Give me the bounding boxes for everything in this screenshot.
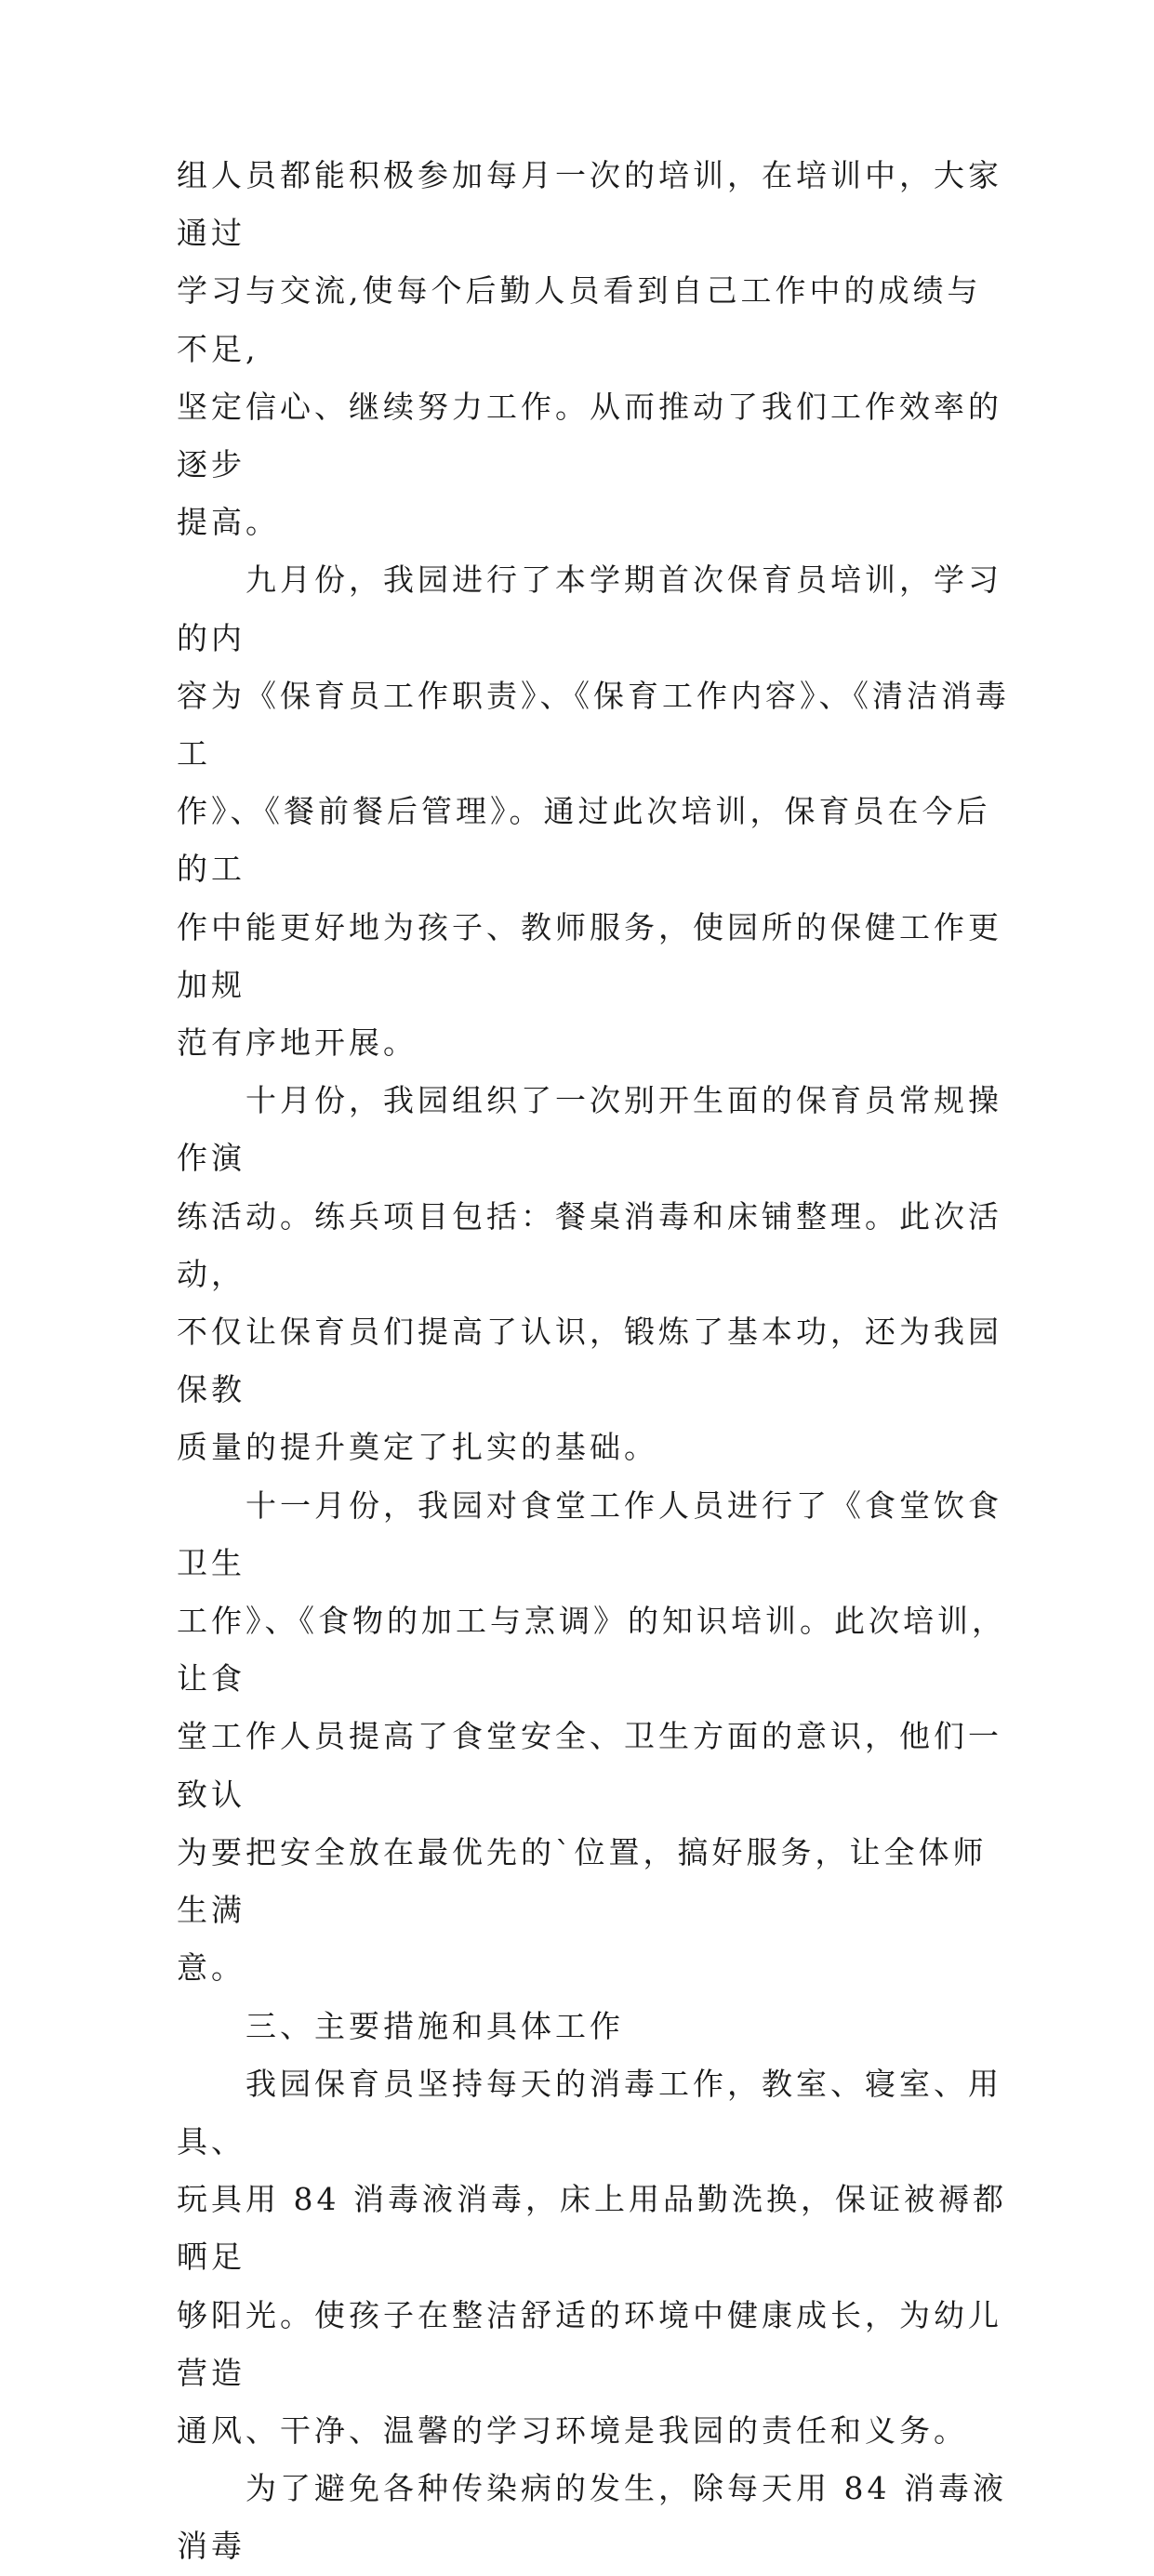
paragraph-disinfection: 我园保育员坚持每天的消毒工作，教室、寝室、用具、 玩具用 84 消毒液消毒，床上用品勤洗换，保证被褥都晒足 够阳光。使孩子在整洁舒适的环境中健康成长，为幼儿营造 通风、干净、温馨的学习环境是我园的责任和义务。 [177,2065,1007,2449]
paragraph-november: 十一月份，我园对食堂工作人员进行了《食堂饮食卫生 工作》、《食物的加工与烹调》的知识培训。此次培训，让食 堂工作人员提高了食堂安全、卫生方面的意识，他们一致认 为要把安全放在最优先的`位置，搞好服务，让全体师生满 意。 [177,1486,1006,1987]
paragraph-september: 九月份，我园进行了本学期首次保育员培训，学习的内 容为《保育员工作职责》、《保育工作内容》、《清洁消毒工 作》、《餐前餐后管理》。通过此次培训，保育员在今后的工 作中能更好地为孩子、教师服务，使园所的保健工作更加规 范有序地开展。 [177,561,1010,1062]
paragraph-training-summary: 组人员都能积极参加每月一次的培训，在培训中，大家通过 学习与交流,使每个后勤人员看到自己工作中的成绩与不足, 坚定信心、继续努力工作。从而推动了我们工作效率的逐步 提高。 [177,157,1002,541]
document-body [177,147,1014,2576]
paragraph-october: 十月份，我园组织了一次别开生面的保育员常规操作演 练活动。练兵项目包括：餐桌消毒和床铺整理。此次活动， 不仅让保育员们提高了认识，锻炼了基本功，还为我园保教 质量的提升奠定了扎实的基础。 [177,1082,1002,1466]
section-heading-measures: 三、主要措施和具体工作 [177,2007,624,2044]
paragraph-disease-prevention: 为了避免各种传染病的发生，除每天用 84 消毒液消毒 [177,2470,1007,2565]
